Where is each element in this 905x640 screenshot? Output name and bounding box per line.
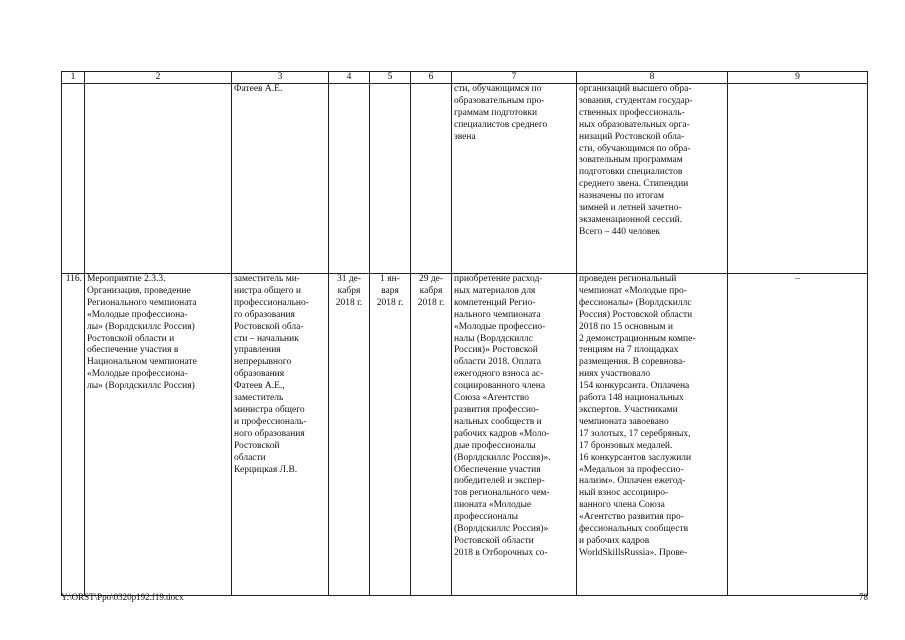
cell-line: непрерывного [234, 357, 292, 368]
cell-line: 116. [65, 274, 82, 284]
cell-line: налы (Ворлдскиллс [454, 333, 533, 344]
cell-line: фессиональных сообществ [579, 524, 689, 535]
cell-line: Всего – 440 человек [579, 226, 661, 237]
cell-line: Россия)» Ростовской [454, 345, 538, 356]
table-header-row [62, 72, 868, 84]
cell-line: Керцицкая Л.В. [234, 464, 298, 475]
cell-line: заместитель ми- [234, 274, 300, 284]
cell-line: чемпионата завоевано [579, 416, 669, 427]
cell-line: нального чемпионата [454, 309, 541, 320]
cell-end-date [411, 84, 452, 274]
cell-line: зования, студентам государ- [579, 95, 693, 106]
cell-line: «Агентство развития про- [579, 512, 684, 523]
cell-line: специалистов среднего [454, 119, 548, 130]
column-header: 7 [452, 72, 577, 84]
cell-line: 29 де- [418, 274, 444, 284]
column-header: 3 [232, 72, 329, 84]
cell-line: среднего звена. Стипендии [579, 179, 689, 190]
cell-line: подготовки специалистов [579, 167, 683, 178]
cell-line: 2018 по 15 основным и [579, 321, 673, 332]
cell-line: «Молодые профессиона- [87, 309, 188, 320]
cell-line: экзаменационной сессий. [579, 214, 683, 225]
cell-line: низаций Ростовской обла- [579, 131, 685, 142]
cell-line: Регионального чемпионата [87, 297, 197, 308]
cell-line: экспертов. Участниками [579, 404, 678, 415]
cell-line: и рабочих кадров [579, 535, 650, 546]
column-header: 1 [62, 72, 85, 84]
cell-line: Ростовской области и [87, 333, 175, 344]
cell-line: зимней и летней зачетно- [579, 203, 682, 214]
cell-line: Союза «Агентство [454, 393, 530, 404]
cell-line: 17 бронзовых медалей. [579, 440, 673, 451]
cell-line: образования [234, 369, 285, 380]
cell-line: ственных профессиональ- [579, 107, 685, 118]
cell-line: 2 демонстрационным компе- [579, 333, 696, 344]
cell-line: области [234, 452, 266, 463]
cell-line: Ростовской области [454, 535, 534, 546]
cell-line: лы» (Ворлдскиллс Россия) [87, 321, 195, 332]
cell-line: го образования [234, 309, 295, 320]
table-row [62, 84, 868, 274]
cell-line: Обеспечение участия [454, 464, 541, 475]
cell-line: варя [381, 285, 399, 296]
cell-line: организаций высшего обра- [579, 84, 692, 94]
cell-line: ежегодного взноса ас- [454, 369, 544, 380]
cell-line: (Ворлдскиллс Россия)». [454, 452, 551, 463]
cell-number [62, 84, 85, 274]
cell-line: размещения. В соревнова- [579, 357, 686, 368]
cell-line: кабря [337, 285, 361, 296]
cell-line: ного образования [234, 428, 305, 439]
cell-line: 2018 г. [376, 297, 404, 308]
cell-line: 1 ян- [380, 274, 400, 284]
cell-line: чемпионат «Молодые про- [579, 285, 687, 296]
cell-line: лы» (Ворлдскиллс Россия) [87, 381, 195, 392]
cell-actual-result [577, 274, 728, 596]
cell-line: 2018 в Отборочных со- [454, 547, 548, 558]
cell-line: социированного члена [454, 381, 546, 392]
cell-line: (Ворлдскиллс Россия)» [454, 524, 549, 535]
page-number: 78 [859, 592, 868, 602]
cell-line: министра общего [234, 404, 305, 415]
cell-number [62, 274, 85, 596]
cell-line: тенциям на 7 площадках [579, 345, 679, 356]
cell-line: фессионалы» (Ворлдскиллс [579, 297, 692, 308]
cell-line: сти, обучающимся по [454, 84, 542, 94]
cell-line: развития профессио- [454, 404, 539, 415]
cell-line: работа 148 национальных [579, 393, 684, 404]
cell-line: Организация, проведение [87, 285, 191, 296]
report-table [61, 71, 868, 596]
cell-line: 2018 г. [417, 297, 445, 308]
cell-responsible [232, 274, 329, 596]
cell-line: 2018 г. [335, 297, 363, 308]
cell-line: тов регионального чем- [454, 488, 550, 499]
cell-line: ванного члена Союза [579, 500, 665, 511]
column-header: 9 [728, 72, 868, 84]
cell-line: профессионалы [454, 512, 518, 523]
cell-line: WorldSkillsRussia». Прове- [579, 547, 688, 558]
cell-line: и профессиональ- [234, 416, 307, 427]
cell-line: зовательным программам [579, 155, 683, 166]
cell-line: ниях участвовало [579, 369, 651, 380]
cell-line: управления [234, 345, 281, 356]
cell-expected-result [452, 84, 577, 274]
cell-responsible [232, 84, 329, 274]
cell-line: рабочих кадров «Моло- [454, 428, 550, 439]
cell-start-date [370, 274, 411, 596]
cell-line: обеспечение участия в [87, 345, 179, 356]
column-header: 4 [329, 72, 370, 84]
cell-line: Россия) Ростовской области [579, 309, 693, 320]
cell-problems [728, 274, 868, 596]
cell-planned-date [329, 84, 370, 274]
cell-line: дые профессионалы [454, 440, 536, 451]
cell-line: приобретение расход- [454, 274, 543, 284]
cell-line: Ростовской обла- [234, 321, 304, 332]
column-header: 2 [85, 72, 232, 84]
cell-line: Мероприятие 2.3.3. [87, 274, 166, 284]
cell-problems [728, 84, 868, 274]
cell-line: профессионально- [234, 297, 309, 308]
cell-line: 16 конкурсантов заслужили [579, 452, 692, 463]
cell-line: заместитель [234, 393, 284, 404]
cell-line: ный взнос ассоцииро- [579, 488, 669, 499]
cell-line: ных материалов для [454, 285, 536, 296]
cell-start-date [370, 84, 411, 274]
cell-line: сти – начальник [234, 333, 299, 344]
cell-line: нальных сообществ и [454, 416, 542, 427]
column-header: 8 [577, 72, 728, 84]
cell-expected-result [452, 274, 577, 596]
cell-line: нистра общего и [234, 285, 301, 296]
cell-line: Ростовской [234, 440, 280, 451]
cell-line: победителей и экспер- [454, 476, 545, 487]
cell-line: образовательным про- [454, 95, 545, 106]
cell-line: «Молодые профессио- [454, 321, 546, 332]
cell-line: граммам подготовки [454, 107, 538, 118]
cell-line: ных образовательных орга- [579, 119, 690, 130]
cell-line: Национальном чемпионате [87, 357, 197, 368]
cell-line: назначены по итогам [579, 191, 665, 202]
cell-line: 154 конкурсанта. Оплачена [579, 381, 690, 392]
table-row [62, 274, 868, 596]
cell-planned-date [329, 274, 370, 596]
cell-line: звена [454, 131, 476, 142]
cell-line: нализм». Оплачен ежегод- [579, 476, 686, 487]
cell-line: пионата «Молодые [454, 500, 532, 511]
cell-line: области 2018. Оплата [454, 357, 542, 368]
cell-line: проведен региональный [579, 274, 677, 284]
cell-line: «Медальон за профессио- [579, 464, 684, 475]
cell-line: – [795, 274, 800, 284]
cell-line: «Молодые профессиона- [87, 369, 188, 380]
cell-line: компетенций Регио- [454, 297, 536, 308]
cell-line: кабря [419, 285, 443, 296]
footer-file-path: Y:\ORST\Ppo\0320p192.f19.docx [61, 592, 184, 602]
cell-measure [85, 274, 232, 596]
cell-measure [85, 84, 232, 274]
cell-line: сти, обучающимся по обра- [579, 143, 691, 154]
cell-line: 31 де- [336, 274, 362, 284]
cell-actual-result [577, 84, 728, 274]
cell-line: Фатеев А.Е. [234, 84, 283, 94]
column-header: 5 [370, 72, 411, 84]
cell-line: Фатеев А.Е., [234, 381, 285, 392]
cell-end-date [411, 274, 452, 596]
cell-line: 17 золотых, 17 серебряных, [579, 428, 691, 439]
column-header: 6 [411, 72, 452, 84]
